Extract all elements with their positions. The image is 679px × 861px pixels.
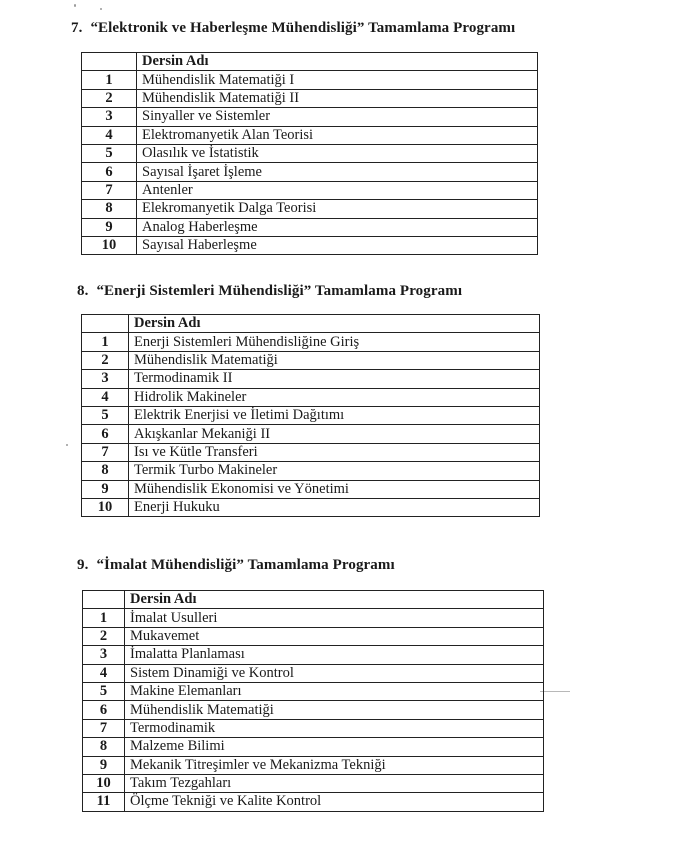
header-number-cell [82,53,137,71]
table-header-row [83,591,544,609]
course-name: Mühendislik Matematiği [129,351,540,369]
row-number: 5 [83,682,125,700]
course-name: Olasılık ve İstatistik [137,144,538,162]
row-number: 2 [83,627,125,645]
row-number: 9 [83,756,125,774]
row-number: 5 [82,406,129,424]
row-number: 8 [83,738,125,756]
row-number: 4 [83,664,125,682]
course-table [81,314,540,517]
row-number: 6 [82,425,129,443]
table-row [82,498,540,516]
table-row [83,664,544,682]
course-name: Enerji Hukuku [129,498,540,516]
row-number: 9 [82,480,129,498]
scan-speck [66,444,68,446]
course-name: İmalatta Planlaması [125,646,544,664]
row-number: 3 [82,370,129,388]
row-number: 10 [83,774,125,792]
row-number: 11 [83,793,125,811]
row-number: 1 [83,609,125,627]
table-row [82,218,538,236]
table-row [82,333,540,351]
table-row [83,609,544,627]
course-name: Termik Turbo Makineler [129,462,540,480]
course-name: Mühendislik Matematiği II [137,89,538,107]
table-row [82,351,540,369]
section-title [77,283,462,300]
row-number: 7 [83,719,125,737]
row-number: 10 [82,498,129,516]
course-name: Mukavemet [125,627,544,645]
table-row [82,462,540,480]
table-row [82,181,538,199]
course-name: Analog Haberleşme [137,218,538,236]
course-name: Elektrik Enerjisi ve İletimi Dağıtımı [129,406,540,424]
header-number-cell [82,315,129,333]
section-title [71,20,515,37]
course-name: Akışkanlar Mekaniği II [129,425,540,443]
course-table [81,52,538,255]
section-title-text: “Enerji Sistemleri Mühendisliği” Tamamlama Programı [96,283,463,299]
course-name: Makine Elemanları [125,682,544,700]
row-number: 4 [82,126,137,144]
course-name: Enerji Sistemleri Mühendisliğine Giriş [129,333,540,351]
row-number: 1 [82,71,137,89]
table-row [83,738,544,756]
section-number: 8. [77,283,89,299]
row-number: 8 [82,200,137,218]
row-number: 7 [82,181,137,199]
row-number: 10 [82,236,137,254]
row-number: 9 [82,218,137,236]
row-number: 3 [83,646,125,664]
course-name: Sistem Dinamiği ve Kontrol [125,664,544,682]
table-row [82,388,540,406]
scan-mark [540,691,570,692]
course-name: Sayısal İşaret İşleme [137,163,538,181]
course-name: Antenler [137,181,538,199]
section-title-text: “Elektronik ve Haberleşme Mühendisliği” Tamamlama Programı [90,20,516,36]
table-row [83,701,544,719]
course-name: Sinyaller ve Sistemler [137,108,538,126]
scan-speck [100,8,102,10]
row-number: 5 [82,144,137,162]
table-row [82,443,540,461]
section-title [77,557,395,574]
header-course-name: Dersin Adı [125,591,544,609]
table-row [82,370,540,388]
row-number: 8 [82,462,129,480]
table-row [82,200,538,218]
table-row [83,719,544,737]
course-name: Malzeme Bilimi [125,738,544,756]
table-row [82,144,538,162]
row-number: 7 [82,443,129,461]
table-row [82,89,538,107]
row-number: 6 [82,163,137,181]
table-row [83,774,544,792]
course-name: Mekanik Titreşimler ve Mekanizma Tekniği [125,756,544,774]
header-course-name: Dersin Adı [129,315,540,333]
course-name: Ölçme Tekniği ve Kalite Kontrol [125,793,544,811]
course-name: Mühendislik Matematiği I [137,71,538,89]
course-name: Termodinamik [125,719,544,737]
row-number: 2 [82,89,137,107]
section-title-text: “İmalat Mühendisliği” Tamamlama Programı [96,557,395,573]
table-row [82,126,538,144]
row-number: 6 [83,701,125,719]
header-course-name: Dersin Adı [137,53,538,71]
table-header-row [82,315,540,333]
course-name: Elektromanyetik Alan Teorisi [137,126,538,144]
table-header-row [82,53,538,71]
course-name: Isı ve Kütle Transferi [129,443,540,461]
course-name: Takım Tezgahları [125,774,544,792]
section-number: 7. [71,20,83,36]
course-name: Sayısal Haberleşme [137,236,538,254]
section-number: 9. [77,557,89,573]
table-row [82,480,540,498]
table-row [82,406,540,424]
course-name: Mühendislik Ekonomisi ve Yönetimi [129,480,540,498]
row-number: 4 [82,388,129,406]
row-number: 3 [82,108,137,126]
scan-speck [74,4,76,7]
table-row [83,793,544,811]
course-name: Termodinamik II [129,370,540,388]
table-row [82,108,538,126]
table-row [83,646,544,664]
course-name: Elekromanyetik Dalga Teorisi [137,200,538,218]
table-row [82,71,538,89]
header-number-cell [83,591,125,609]
table-row [83,682,544,700]
table-row [82,163,538,181]
course-table [82,590,544,812]
course-name: İmalat Usulleri [125,609,544,627]
course-name: Hidrolik Makineler [129,388,540,406]
row-number: 1 [82,333,129,351]
course-name: Mühendislik Matematiği [125,701,544,719]
row-number: 2 [82,351,129,369]
table-row [83,756,544,774]
table-row [82,425,540,443]
table-row [83,627,544,645]
table-row [82,236,538,254]
